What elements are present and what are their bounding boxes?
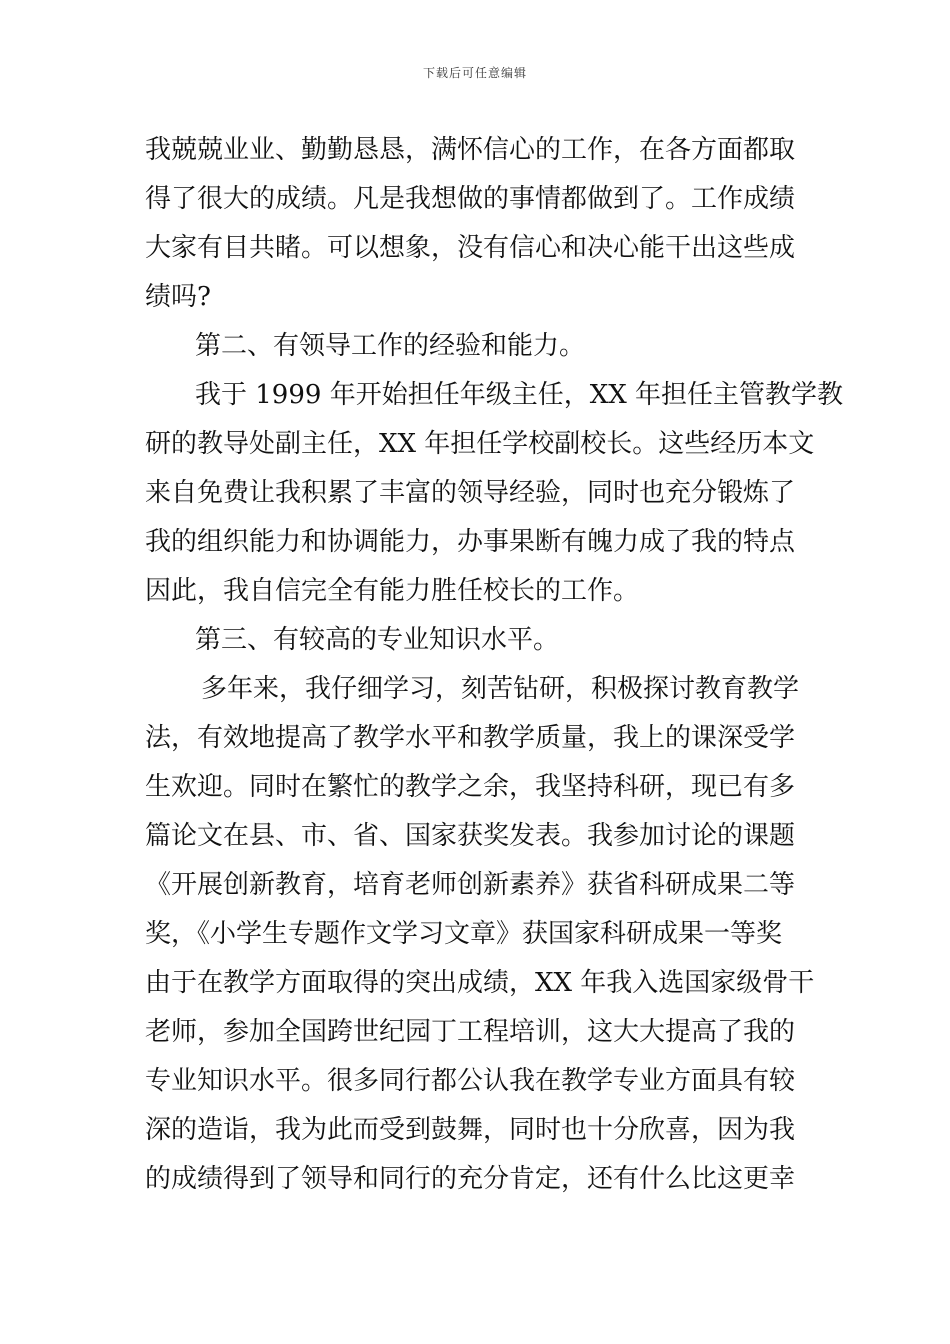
text-line: 由于在教学方面取得的突出成绩，XX 年我入选国家级骨干	[145, 968, 815, 998]
text-line: 篇论文在县、市、省、国家获奖发表。我参加讨论的课题	[145, 821, 796, 851]
text-line: 绩吗?	[145, 282, 211, 312]
text-line: 专业知识水平。很多同行都公认我在教学专业方面具有较	[145, 1066, 796, 1096]
text-line: 老师，参加全国跨世纪园丁工程培训，这大大提高了我的	[145, 1017, 796, 1047]
text-line: 的成绩得到了领导和同行的充分肯定，还有什么比这更幸	[145, 1164, 796, 1194]
text-line: 我于 1999 年开始担任年级主任，XX 年担任主管教学教	[195, 380, 843, 410]
text-line: 大家有目共睹。可以想象，没有信心和决心能干出这些成	[145, 233, 796, 263]
text-line: 法，有效地提高了教学水平和教学质量，我上的课深受学	[145, 723, 796, 753]
text-line: 奖，《小学生专题作文学习文章》获国家科研成果一等奖	[145, 919, 783, 949]
text-line: 研的教导处副主任，XX 年担任学校副校长。这些经历本文	[145, 429, 815, 459]
text-line: 我兢兢业业、勤勤恳恳，满怀信心的工作，在各方面都取	[145, 135, 796, 165]
text-line: 《开展创新教育，培育老师创新素养》获省科研成果二等	[145, 870, 796, 900]
text-line: 多年来，我仔细学习，刻苦钻研，积极探讨教育教学	[201, 674, 800, 704]
text-line: 来自免费让我积累了丰富的领导经验，同时也充分锻炼了	[145, 478, 796, 508]
text-line: 得了很大的成绩。凡是我想做的事情都做到了。工作成绩	[145, 184, 796, 214]
text-line: 生欢迎。同时在繁忙的教学之余，我坚持科研，现已有多	[145, 772, 796, 802]
text-line: 因此，我自信完全有能力胜任校长的工作。	[145, 576, 640, 606]
document-body	[145, 126, 843, 1204]
text-line: 我的组织能力和协调能力，办事果断有魄力成了我的特点	[145, 527, 796, 557]
section-heading: 第三、有较高的专业知识水平。	[195, 625, 560, 655]
section-heading: 第二、有领导工作的经验和能力。	[195, 331, 586, 361]
text-line: 深的造诣，我为此而受到鼓舞，同时也十分欣喜，因为我	[145, 1115, 796, 1145]
page-header: 下载后可任意编辑	[422, 66, 527, 80]
